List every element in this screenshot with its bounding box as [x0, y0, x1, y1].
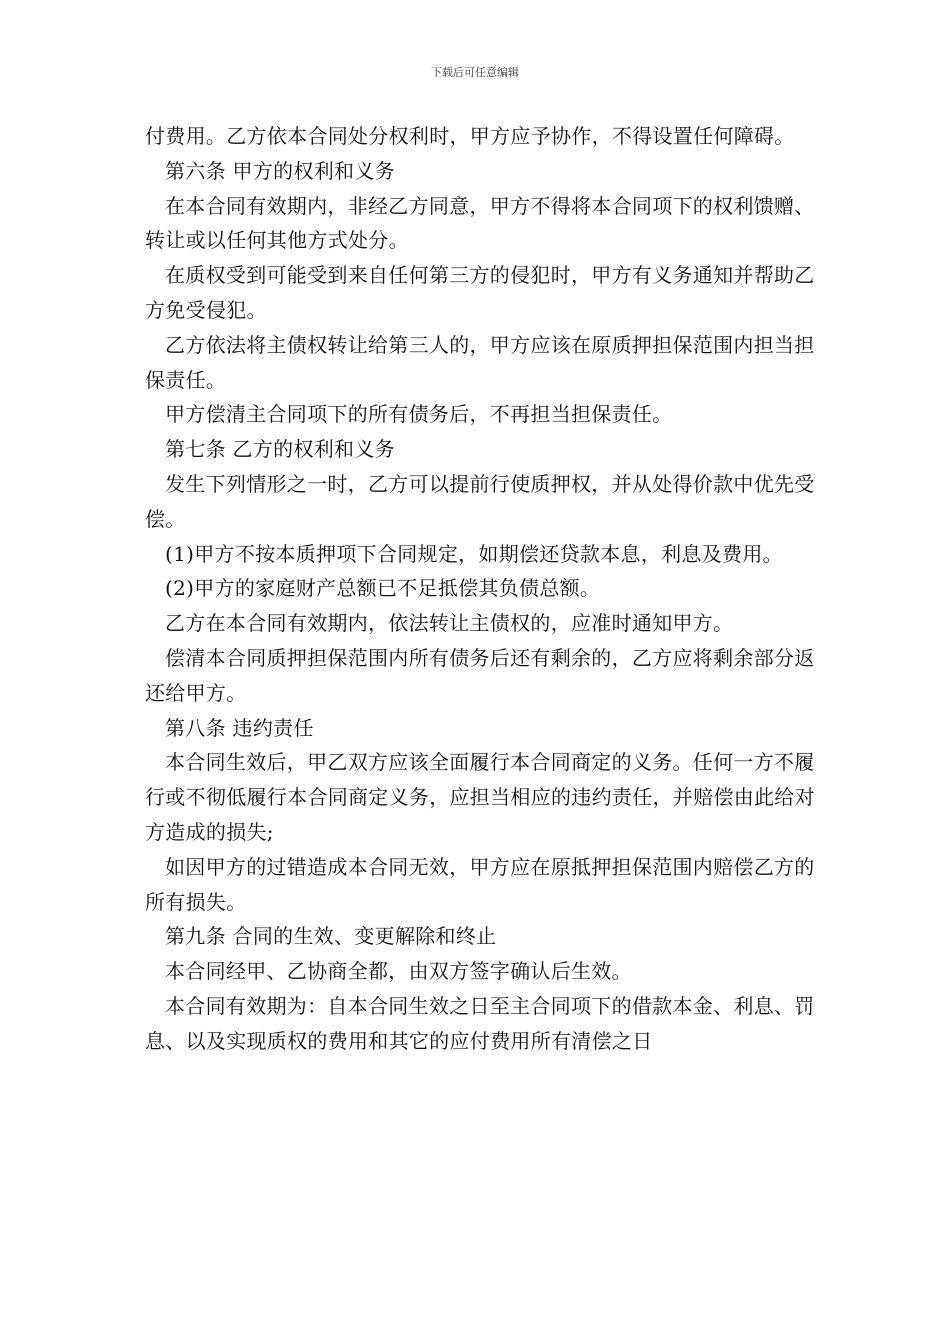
article-6-heading: 第六条 甲方的权利和义务	[165, 158, 395, 183]
article-9-heading: 第九条 合同的生效、变更解除和终止	[165, 924, 497, 949]
document-body	[145, 119, 815, 1059]
paragraph: 发生下列情形之一时，乙方可以提前行使质押权，并从处得价款中优先受偿。	[145, 471, 815, 531]
paragraph: 如因甲方的过错造成本合同无效，甲方应在原抵押担保范围内赔偿乙方的所有损失。	[145, 854, 815, 914]
article-7-heading: 第七条 乙方的权利和义务	[165, 437, 395, 462]
paragraph: 本合同有效期为：自本合同生效之日至主合同项下的借款本金、利息、罚息、以及实现质权的费用和其它的应付费用所有清偿之日	[145, 993, 815, 1053]
paragraph: 偿清本合同质押担保范围内所有债务后还有剩余的，乙方应将剩余部分返还给甲方。	[145, 645, 815, 705]
paragraph: 乙方依法将主债权转让给第三人的，甲方应该在原质押担保范围内担当担保责任。	[145, 332, 815, 392]
paragraph: 乙方在本合同有效期内，依法转让主债权的，应准时通知甲方。	[165, 611, 734, 636]
list-item-2: (2)甲方的家庭财产总额已不足抵偿其负债总额。	[165, 576, 601, 601]
list-item-1: (1)甲方不按本质押项下合同规定，如期偿还贷款本息，利息及费用。	[165, 541, 783, 566]
paragraph: 本合同经甲、乙协商全都，由双方签字确认后生效。	[165, 959, 632, 984]
paragraph: 在本合同有效期内，非经乙方同意，甲方不得将本合同项下的权利馈赠、转让或以任何其他方式处分。	[145, 193, 815, 253]
paragraph: 本合同生效后，甲乙双方应该全面履行本合同商定的义务。任何一方不履行或不彻低履行本合同商定义务，应担当相应的违约责任，并赔偿由此给对方造成的损失;	[145, 750, 815, 844]
page-header: 下载后可任意编辑	[431, 66, 519, 79]
paragraph: 在质权受到可能受到来自任何第三方的侵犯时，甲方有义务通知并帮助乙方免受侵犯。	[145, 263, 815, 322]
article-8-heading: 第八条 违约责任	[165, 715, 314, 740]
paragraph: 甲方偿清主合同项下的所有债务后，不再担当担保责任。	[165, 402, 673, 427]
paragraph-continuation: 付费用。乙方依本合同处分权利时，甲方应予协作，不得设置任何障碍。	[145, 124, 795, 148]
